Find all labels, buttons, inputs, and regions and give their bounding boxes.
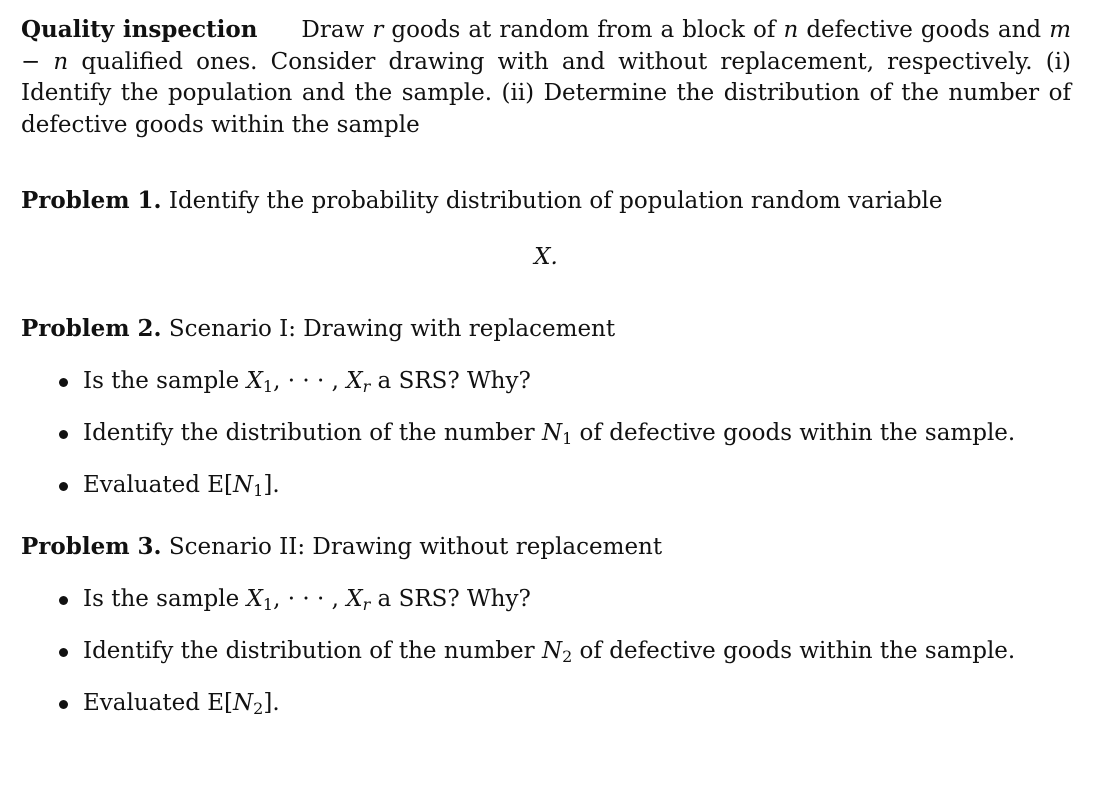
- intro-text-1: Draw: [301, 17, 373, 43]
- problem-2-list: [21, 366, 1071, 502]
- list-item: Identify the distribution of the number $N_1$ of defective goods within the sample.: [57, 418, 1071, 450]
- problem-3: [21, 531, 1071, 564]
- problem-2-label: Problem 2.: [21, 315, 162, 342]
- problem-1: [21, 185, 1071, 218]
- problem-3-text: Scenario II: Drawing without replacement: [168, 534, 663, 560]
- problem-2: [21, 313, 1071, 346]
- list-item: Evaluated $E[N_2]$.: [57, 688, 1071, 720]
- document-page: [21, 14, 1071, 740]
- problem-3-list: [21, 584, 1071, 720]
- bullet-icon: [59, 700, 68, 709]
- bullet-icon: [59, 648, 68, 657]
- problem-1-label: Problem 1.: [21, 187, 162, 214]
- math-r: r: [372, 17, 384, 43]
- problem-3-label: Problem 3.: [21, 533, 162, 560]
- math-n: n: [783, 17, 799, 43]
- problem-2-text: Scenario I: Drawing with replacement: [168, 316, 616, 342]
- problem-1-text: Identify the probability distribution of population random variable: [168, 188, 943, 214]
- intro-text-4: qualified ones. Consider drawing with and without replacement, respectively. (i) Identify the population and the sample. (ii) Determine the distribution of the number of defective goods within the sample: [21, 48, 1071, 138]
- intro-text-3: defective goods and: [798, 17, 1050, 43]
- intro-paragraph: [21, 14, 1071, 141]
- intro-title: Quality inspection: [21, 16, 258, 43]
- intro-text-2: goods at random from a block of: [383, 17, 784, 43]
- list-item: Identify the distribution of the number $N_2$ of defective goods within the sample.: [57, 636, 1071, 668]
- list-item: Is the sample $X_1$, · · · , $X_r$ a SRS? Why?: [57, 366, 1071, 398]
- bullet-icon: [59, 482, 68, 491]
- bullet-icon: [59, 378, 68, 387]
- bullet-icon: [59, 596, 68, 605]
- bullet-icon: [59, 430, 68, 439]
- list-item: Evaluated $E[N_1]$.: [57, 470, 1071, 502]
- list-item: Is the sample $X_1$, · · · , $X_r$ a SRS? Why?: [57, 584, 1071, 616]
- problem-1-display-math: X.: [534, 243, 558, 270]
- math-m-minus-n: m − n: [21, 17, 1072, 75]
